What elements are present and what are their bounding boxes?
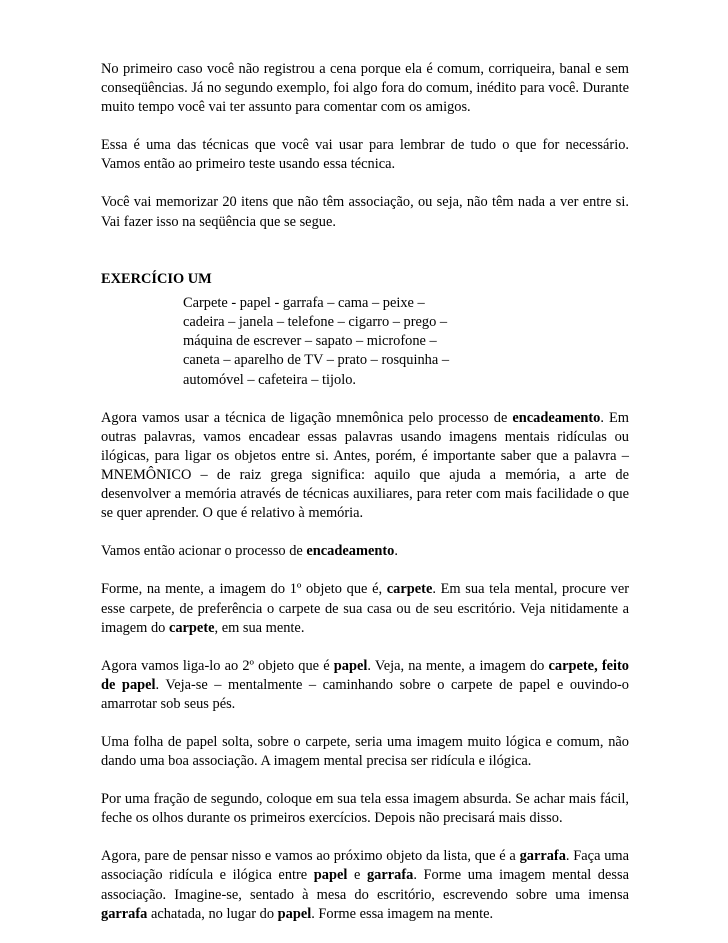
word-list-line: máquina de escrever – sapato – microfone – <box>183 333 437 350</box>
text-run: Agora, pare de pensar nisso e vamos ao próximo objeto da lista, que é a <box>101 848 520 865</box>
paragraph-ligalo <box>101 657 629 714</box>
text-run: . Em outras palavras, vamos encadear essas palavras usando imagens mentais ridículas ou ilógicas, para ligar os objetos entre si. Antes, porém, é importante saber que a palavra – MNEMÔNICO – de raiz grega significa: aquilo que ajuda a memória, a arte de desenvolver a memória através de técnicas auxiliares, para reter com mais facilidade o que se quer aprender. O que é relativo à memória. <box>101 409 629 522</box>
text-run: . Forme uma imagem mental dessa associação. Imagine-se, sentado à mesa do escritório, escrevendo sobre uma imensa <box>101 867 629 903</box>
text-run: Agora vamos liga-lo ao 2º objeto que é <box>101 657 334 674</box>
text-run: . Faça uma associação ridícula e ilógica entre <box>101 848 629 884</box>
bold-term: papel <box>333 657 368 674</box>
exercise-heading: EXERCÍCIO UM <box>101 270 212 287</box>
bold-term: carpete <box>386 581 433 598</box>
exercise-word-list <box>183 294 473 390</box>
bold-term: encadeamento <box>306 543 395 560</box>
paragraph-intro-2: Essa é uma das técnicas que você vai usar para lembrar de tudo o que for necessário. Vamos então ao primeiro teste usando essa técnica. <box>101 137 629 173</box>
bold-term: papel <box>313 867 348 884</box>
word-list-line: cadeira – janela – telefone – cigarro – prego – <box>183 313 448 330</box>
text-run: . Veja, na mente, a imagem do <box>367 657 549 674</box>
word-list-line: caneta – aparelho de TV – prato – rosquinha – <box>183 352 450 369</box>
paragraph-encadeamento-intro <box>101 409 629 524</box>
bold-term: garrafa <box>519 848 566 865</box>
paragraph-intro-1: No primeiro caso você não registrou a cena porque ela é comum, corriqueira, banal e sem conseqüências. Já no segundo exemplo, foi algo fora do comum, inédito para você. Durante muito tempo você vai ter assunto para comentar com os amigos. <box>101 61 629 116</box>
word-list-line: automóvel – cafeteira – tijolo. <box>183 371 357 388</box>
text-run: Forme, na mente, a imagem do 1º objeto que é, <box>101 581 387 598</box>
text-run: . Forme essa imagem na mente. <box>311 905 494 922</box>
text-run: e <box>347 867 367 884</box>
text-run: Vamos então acionar o processo de <box>101 543 307 560</box>
bold-term: encadeamento <box>512 409 601 426</box>
text-run: . Veja-se – mentalmente – caminhando sobre o carpete de papel e ouvindo-o amarrotar sob seus pés. <box>101 676 630 712</box>
text-run: achatada, no lugar do <box>147 905 278 922</box>
paragraph-acionar <box>101 542 629 561</box>
bold-term: garrafa <box>366 867 414 884</box>
bold-term: papel <box>277 905 312 922</box>
document-page <box>101 60 629 943</box>
paragraph-intro-3: Você vai memorizar 20 itens que não têm associação, ou seja, não têm nada a ver entre si. Vai fazer isso na seqüência que se segue. <box>101 194 629 230</box>
word-list-line: Carpete - papel - garrafa – cama – peixe – <box>183 294 425 311</box>
paragraph-forme <box>101 580 629 637</box>
text-run: , em sua mente. <box>214 619 305 636</box>
bold-term: garrafa <box>101 905 148 922</box>
paragraph-fracao: Por uma fração de segundo, coloque em sua tela essa imagem absurda. Se achar mais fácil, feche os olhos durante os primeiros exercícios. Depois não precisará mais disso. <box>101 791 629 827</box>
paragraph-garrafa <box>101 847 629 923</box>
bold-term: carpete, feito de papel <box>101 657 629 693</box>
text-run: . <box>394 543 398 560</box>
text-run: . Em sua tela mental, procure ver esse carpete, de preferência o carpete de sua casa ou de seu escritório. Veja nitidamente a imagem do <box>101 581 630 636</box>
paragraph-folha: Uma folha de papel solta, sobre o carpete, seria uma imagem muito lógica e comum, não dando uma boa associação. A imagem mental precisa ser ridícula e ilógica. <box>101 733 629 770</box>
text-run: Agora vamos usar a técnica de ligação mnemônica pelo processo de <box>101 409 513 426</box>
bold-term: carpete <box>168 619 215 636</box>
